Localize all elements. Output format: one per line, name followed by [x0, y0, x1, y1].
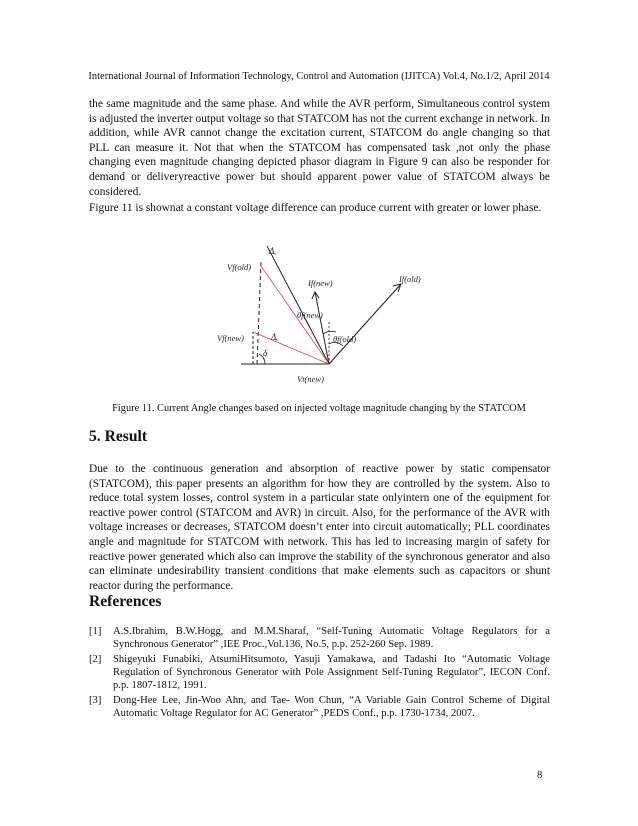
paragraph-result: Due to the continuous generation and absorption of reactive power by static compensator (STATCOM), this paper presents an algorithm for how they are controlled by the system. Also to reduce total system losses, control system in a particular state onlyintern one of the equipment for reactive power control (STATCOM and AVR) in circuit. Also, for the performance of the AVR with voltage increases or decreases, STATCOM doesn’t enter into circuit automatically; PLL coordinates angle and magnitude for STATCOM with network. This has led to increasing margin of safety for reactive power generated which also can improve the stability of the synchronous generator and also can eliminate undesirability transient conditions that make elements such as capacitors or shunt reactor during the performance.	[89, 463, 550, 592]
label-if-new: If(new)	[308, 278, 333, 288]
reference-number: [2]	[89, 654, 102, 665]
paragraph-intro-continuation: the same magnitude and the same phase. And while the AVR perform, Simultaneous control system is adjusted the inverter output voltage so that STATCOM has not the current exchange in network. In addition, while AVR cannot change the excitation current, STATCOM do angle changing so that PLL can measure it. Not that when the STATCOM has compensated task ,not only the phase changing even magnitude changing depicted phasor diagram in Figure 9 can also be responder for demand or deliveryreactive power but should apparent power value of STATCOM always be considered.	[89, 98, 550, 198]
reference-item	[89, 694, 550, 720]
label-if-old: If(old)	[399, 274, 421, 284]
phasor-diagram	[205, 236, 445, 396]
reference-text: Dong-Hee Lee, Jin-Woo Ahn, and Tae- Won Chun, “A Variable Gain Control Scheme of Digital Automatic Voltage Regulator for AC Generator” ,PEDS Conf., p.p. 1730-1734, 2007.	[113, 695, 550, 719]
figure-caption: Figure 11. Current Angle changes based on injected voltage magnitude changing by the STATCOM	[112, 403, 526, 414]
label-theta-new: θf(new)	[297, 310, 323, 320]
label-vf-new: Vf(new)	[217, 333, 244, 343]
reference-text: A.S.Ibrahim, B.W.Hogg, and M.M.Sharaf, “Self-Tuning Automatic Voltage Regulators for a Synchronous Generator” ,IEE Proc.,Vol.136, No.5, p.p. 252-260 Sep. 1989.	[113, 626, 550, 650]
page-number: 8	[537, 770, 543, 781]
label-delta-v-top: Δᵥ	[269, 246, 277, 256]
label-delta: δ	[263, 348, 268, 358]
running-header: International Journal of Information Technology, Control and Automation (IJITCA) Vol.4, No.1/2, April 2014	[88, 71, 550, 82]
reference-number: [1]	[89, 626, 102, 637]
reference-item	[89, 653, 550, 692]
label-delta-v-mid: Δᵥ	[271, 332, 279, 342]
label-vf-old: Vf(old)	[227, 262, 252, 272]
label-vt-new: Vt(new)	[297, 374, 324, 384]
label-theta-old: θf(old)	[333, 334, 357, 344]
reference-text: Shigeyuki Funabiki, AtsumiHitsumoto, Yasuji Yamakawa, and Tadashi Ito “Automatic Voltage Regulation of Synchronous Generator with Pole Assignment Self-Tuning Regulator”, IECON Conf. p.p. 1807-1812, 1991.	[113, 654, 550, 691]
vf-old-vector	[257, 262, 261, 364]
section-heading-references: References	[89, 593, 162, 610]
paragraph-figure-intro: Figure 11 is shownat a constant voltage difference can produce current with greater or lower phase.	[89, 202, 542, 214]
reference-list	[89, 625, 550, 722]
if-old-vector	[329, 284, 401, 364]
reference-item	[89, 625, 550, 651]
phasor-diagram-figure	[205, 236, 445, 396]
section-heading-result: 5. Result	[89, 428, 148, 445]
reference-number: [3]	[89, 695, 102, 706]
delta-v-line	[267, 246, 329, 364]
